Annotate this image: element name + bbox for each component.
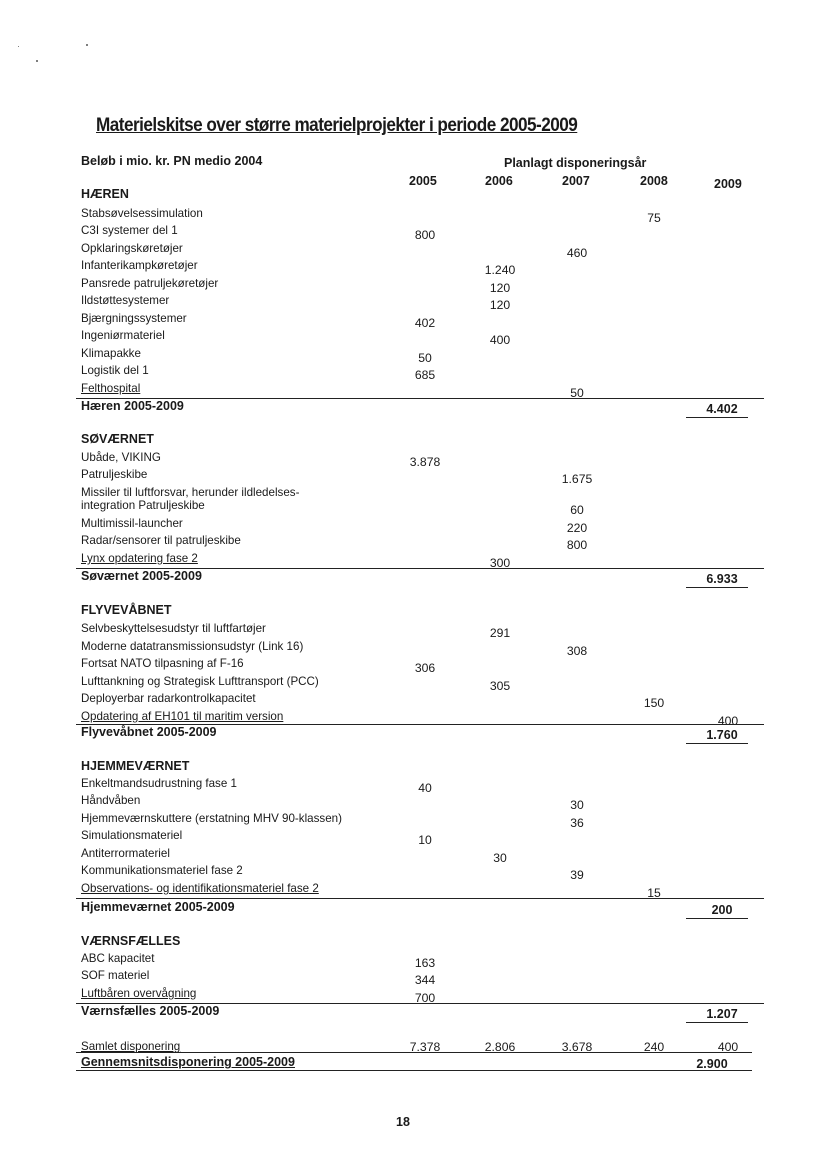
section-total-value: 200: [711, 903, 733, 917]
section-total-value: 1.760: [706, 728, 738, 742]
item-label: Stabsøvelsessimulation: [81, 207, 203, 220]
unit-label: Beløb i mio. kr. PN medio 2004: [81, 154, 263, 168]
section-header: SØVÆRNET: [81, 432, 154, 446]
item-value-2005: 163: [414, 956, 436, 970]
samlet-value-2007: 3.678: [561, 1040, 593, 1054]
item-label: Simulationsmateriel: [81, 829, 183, 842]
item-label: Antiterrormateriel: [81, 847, 170, 860]
page-number: 18: [396, 1115, 410, 1129]
item-value-2007: 39: [570, 868, 584, 882]
scan-speck: [86, 44, 88, 46]
item-value-2005: 50: [418, 351, 432, 365]
item-value-2007: 30: [570, 798, 584, 812]
section-total-label: Flyvevåbnet 2005-2009: [81, 725, 217, 739]
item-label: Logistik del 1: [81, 364, 149, 377]
year-header-2007: 2007: [562, 174, 590, 188]
item-value-2006: 300: [489, 556, 511, 570]
section-header: FLYVEVÅBNET: [81, 603, 172, 617]
item-label: Observations- og identifikationsmateriel fase 2: [81, 882, 319, 895]
scan-speck: [18, 46, 19, 47]
item-label: Radar/sensorer til patruljeskibe: [81, 534, 241, 547]
item-value-2005: 40: [418, 781, 432, 795]
total-underline: [686, 743, 748, 744]
item-value-2006: 120: [489, 298, 511, 312]
item-value-2006: 30: [493, 851, 507, 865]
item-label: Lynx opdatering fase 2: [81, 552, 198, 565]
item-label: Ingeniørmateriel: [81, 329, 165, 342]
year-header-2005: 2005: [409, 174, 437, 188]
item-value-2007: 1.675: [561, 472, 593, 486]
disposition-label: Planlagt disponeringsår: [504, 156, 647, 170]
item-value-2009: 400: [717, 714, 739, 728]
samlet-value-2009: 400: [717, 1040, 739, 1054]
item-value-2007: 308: [566, 644, 588, 658]
item-label: Ildstøttesystemer: [81, 294, 170, 307]
item-label: Luftbåren overvågning: [81, 987, 197, 1000]
page-title: Materielskitse over større materielprojekter i periode 2005-2009: [96, 114, 578, 136]
section-divider: [76, 898, 764, 899]
item-label: Deployerbar radarkontrolkapacitet: [81, 692, 256, 705]
total-underline: [686, 417, 748, 418]
year-header-2008: 2008: [640, 174, 668, 188]
item-value-2006: 291: [489, 626, 511, 640]
item-value-2006: 120: [489, 281, 511, 295]
section-total-label: Hæren 2005-2009: [81, 399, 184, 413]
item-value-2005: 306: [414, 661, 436, 675]
item-label: Moderne datatransmissionsudstyr (Link 16): [81, 640, 304, 653]
section-total-value: 4.402: [706, 402, 738, 416]
item-label: Håndvåben: [81, 794, 141, 807]
section-total-label: Værnsfælles 2005-2009: [81, 1004, 220, 1018]
average-value: 2.900: [696, 1057, 728, 1071]
average-label: Gennemsnitsdisponering 2005-2009: [81, 1055, 295, 1069]
item-value-2006: 305: [489, 679, 511, 693]
item-value-2005: 402: [414, 316, 436, 330]
item-value-2005: 10: [418, 833, 432, 847]
scan-speck: [36, 60, 38, 62]
item-label: Fortsat NATO tilpasning af F-16: [81, 657, 244, 670]
item-label: integration Patruljeskibe: [81, 499, 205, 512]
item-label: Missiler til luftforsvar, herunder ildledelses-: [81, 486, 300, 499]
year-header-2006: 2006: [485, 174, 513, 188]
section-header: HÆREN: [81, 187, 129, 201]
item-value-2005: 700: [414, 991, 436, 1005]
item-label: Opklaringskøretøjer: [81, 242, 183, 255]
samlet-value-2006: 2.806: [484, 1040, 516, 1054]
section-header: HJEMMEVÆRNET: [81, 759, 190, 773]
samlet-disponering-label: Samlet disponering: [81, 1040, 181, 1053]
item-value-2007: 36: [570, 816, 584, 830]
samlet-value-2008: 240: [643, 1040, 665, 1054]
item-value-2007: 460: [566, 246, 588, 260]
item-label: Klimapakke: [81, 347, 141, 360]
item-label: SOF materiel: [81, 969, 150, 982]
item-value-2007: 800: [566, 538, 588, 552]
section-total-value: 1.207: [706, 1007, 738, 1021]
item-value-2008: 75: [647, 211, 661, 225]
item-value-2005: 3.878: [409, 455, 441, 469]
item-value-2006: 400: [489, 333, 511, 347]
item-label: Patruljeskibe: [81, 468, 148, 481]
item-label: Kommunikationsmateriel fase 2: [81, 864, 243, 877]
item-value-2007: 60: [570, 503, 584, 517]
item-label: ABC kapacitet: [81, 952, 155, 965]
item-label: Pansrede patruljekøretøjer: [81, 277, 219, 290]
item-value-2005: 800: [414, 228, 436, 242]
item-label: Bjærgningssystemer: [81, 312, 187, 325]
item-label: Ubåde, VIKING: [81, 451, 161, 464]
item-label: Felthospital: [81, 382, 141, 395]
total-underline: [686, 1022, 748, 1023]
section-total-label: Hjemmeværnet 2005-2009: [81, 900, 235, 914]
item-value-2008: 150: [643, 696, 665, 710]
item-label: Lufttankning og Strategisk Lufttransport (PCC): [81, 675, 319, 688]
samlet-value-2005: 7.378: [409, 1040, 441, 1054]
section-total-value: 6.933: [706, 572, 738, 586]
section-header: VÆRNSFÆLLES: [81, 934, 181, 948]
item-value-2008: 15: [647, 886, 661, 900]
average-underline: [76, 1070, 752, 1071]
item-value-2007: 220: [566, 521, 588, 535]
item-label: Opdatering af EH101 til maritim version: [81, 710, 284, 723]
item-label: C3I systemer del 1: [81, 224, 178, 237]
item-value-2006: 1.240: [484, 263, 516, 277]
item-value-2005: 685: [414, 368, 436, 382]
total-underline: [686, 918, 748, 919]
year-header-2009: 2009: [714, 177, 742, 191]
item-label: Multimissil-launcher: [81, 517, 183, 530]
total-underline: [686, 587, 748, 588]
item-label: Hjemmeværnskuttere (erstatning MHV 90-klassen): [81, 812, 342, 825]
item-label: Enkeltmandsudrustning fase 1: [81, 777, 237, 790]
item-value-2007: 50: [570, 386, 584, 400]
item-label: Selvbeskyttelsesudstyr til luftfartøjer: [81, 622, 266, 635]
item-label: Infanterikampkøretøjer: [81, 259, 198, 272]
section-total-label: Søværnet 2005-2009: [81, 569, 202, 583]
item-value-2005: 344: [414, 973, 436, 987]
